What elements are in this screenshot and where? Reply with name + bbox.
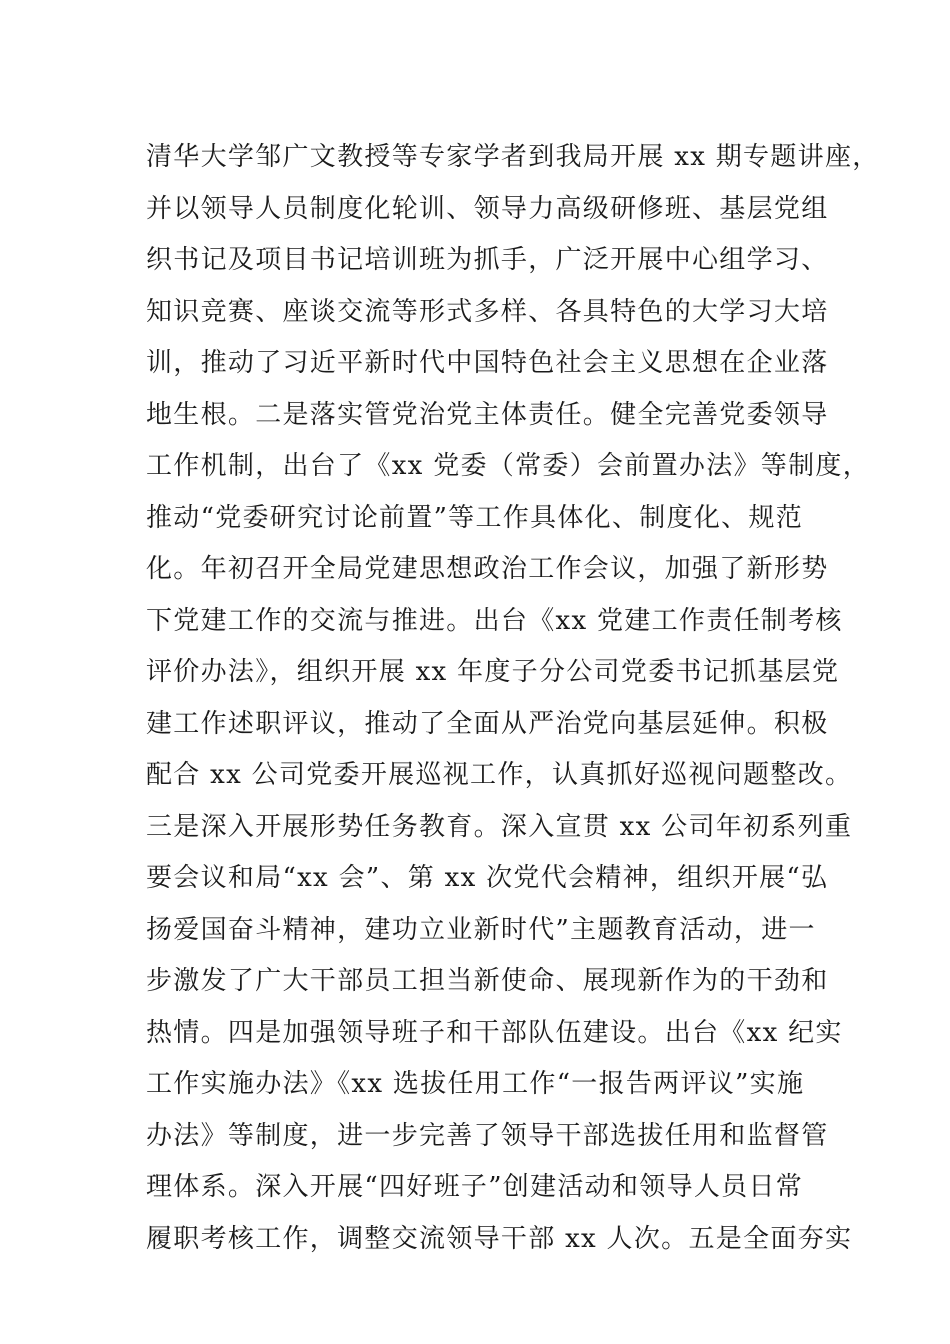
text-line: 履职考核工作，调整交流领导干部 xx 人次。五是全面夯实 bbox=[146, 1223, 853, 1254]
text-line: 评价办法》，组织开展 xx 年度子分公司党委书记抓基层党 bbox=[146, 657, 840, 687]
body-text bbox=[146, 132, 880, 1265]
text-line: 地生根。二是落实管党治党主体责任。健全完善党委领导 bbox=[146, 399, 829, 430]
text-line: 办法》等制度，进一步完善了领导干部选拔任用和监督管 bbox=[146, 1120, 829, 1151]
text-line: 步激发了广大干部员工担当新使命、展现新作为的干劲和 bbox=[146, 966, 829, 996]
text-line: 要会议和局“xx 会”、第 xx 次党代会精神，组织开展“弘 bbox=[146, 863, 829, 893]
text-line: 扬爱国奋斗精神，建功立业新时代”主题教育活动，进一 bbox=[146, 914, 816, 945]
text-line: 工作机制，出台了《xx 党委（常委）会前置办法》等制度， bbox=[146, 451, 870, 481]
text-line: 下党建工作的交流与推进。出台《xx 党建工作责任制考核 bbox=[146, 605, 843, 636]
text-line: 工作实施办法》《xx 选拔任用工作“一报告两评议”实施 bbox=[146, 1069, 805, 1099]
text-line: 训，推动了习近平新时代中国特色社会主义思想在企业落 bbox=[146, 348, 829, 378]
text-line: 建工作述职评议，推动了全面从严治党向基层延伸。积极 bbox=[146, 708, 829, 739]
text-line: 知识竞赛、座谈交流等形式多样、各具特色的大学习大培 bbox=[146, 296, 829, 327]
text-line: 热情。四是加强领导班子和干部队伍建设。出台《xx 纪实 bbox=[146, 1017, 843, 1048]
text-line: 织书记及项目书记培训班为抓手，广泛开展中心组学习、 bbox=[146, 245, 829, 275]
text-line: 推动“党委研究讨论前置”等工作具体化、制度化、规范 bbox=[146, 502, 804, 533]
text-line: 理体系。深入开展“四好班子”创建活动和领导人员日常 bbox=[146, 1172, 804, 1202]
text-line: 配合 xx 公司党委开展巡视工作，认真抓好巡视问题整改。 bbox=[146, 760, 853, 790]
text-line: 三是深入开展形势任务教育。深入宣贯 xx 公司年初系列重 bbox=[146, 811, 853, 842]
text-line: 化。年初召开全局党建思想政治工作会议，加强了新形势 bbox=[146, 554, 829, 584]
text-line: 并以领导人员制度化轮训、领导力高级研修班、基层党组 bbox=[146, 193, 829, 224]
text-line: 清华大学邹广文教授等专家学者到我局开展 xx 期专题讲座， bbox=[146, 142, 880, 172]
